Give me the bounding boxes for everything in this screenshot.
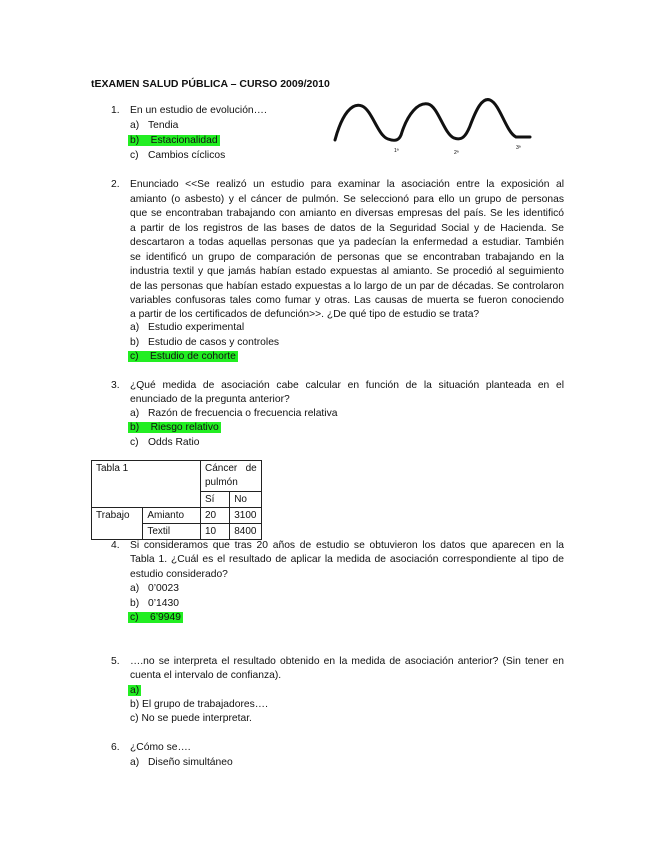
option-highlighted <box>128 612 183 623</box>
option-highlighted <box>128 351 238 362</box>
option-letter: c) <box>130 351 139 362</box>
table-caption: Tabla 1 <box>92 461 201 508</box>
option-text: Cambios cíclicos <box>148 150 226 161</box>
question-line: amianto (o asbesto) y el cáncer de pulmón. Se seleccionó para ello un grupo de personas <box>130 194 564 205</box>
question-line: ¿Qué medida de asociación cabe calcular en función de la situación planteada en el <box>130 380 564 391</box>
option-letter: a) <box>130 408 140 419</box>
option-text: Tendia <box>148 120 179 131</box>
cycle-label-1: 1ª <box>394 148 399 154</box>
question-line: cuenta el intervalo de confianza). <box>130 670 282 681</box>
wave-line <box>335 100 530 141</box>
option-text: Diseño simultáneo <box>148 757 233 768</box>
question-line: industria textil y que jamás habían estado expuestas al amianto. Se procedió al seguimiento <box>130 266 564 277</box>
table-cell: 3100 <box>230 508 262 524</box>
option-letter: b) <box>130 422 140 433</box>
option-text: Estudio experimental <box>148 322 245 333</box>
table-row-label: Amianto <box>143 508 201 524</box>
option-letter: b) <box>130 135 140 146</box>
data-table <box>91 460 262 540</box>
table-col-header: No <box>230 492 262 508</box>
table-row-group: Trabajo <box>92 508 143 540</box>
question-line: ….no se interpreta el resultado obtenido en la medida de asociación anterior? (Sin tener en <box>130 656 564 667</box>
question-line: Tabla 1. ¿Cuál es el resultado de aplicar la medida de asociación correspondiente al tipo de <box>130 554 564 565</box>
table-cell: 20 <box>201 508 230 524</box>
question-line: enunciado de la pregunta anterior? <box>130 394 290 405</box>
option-text: c) No se puede interpretar. <box>130 713 252 724</box>
table-col-header: Sí <box>201 492 230 508</box>
cyclic-wave-chart <box>330 92 540 162</box>
option-highlighted: a) <box>130 685 140 696</box>
option-text: Razón de frecuencia o frecuencia relativa <box>148 408 338 419</box>
option-letter: a) <box>130 757 140 768</box>
option-highlighted <box>128 135 220 146</box>
question-line: variables confusoras tales como fumar y otras. Las causas de muerta se fueron conociendo <box>130 295 564 306</box>
option-letter: c) <box>130 150 139 161</box>
table-row-label: Textil <box>143 524 201 540</box>
table-cell: 10 <box>201 524 230 540</box>
option-text: 6’9949 <box>150 612 181 623</box>
option-text: b) El grupo de trabajadores…. <box>130 699 268 710</box>
table-row <box>92 508 262 524</box>
question-line: descartaron a todas aquellas personas que ya padecían la enfermedad a estudiar. También <box>130 237 564 248</box>
question-text: ¿Cómo se…. <box>130 742 191 753</box>
question-number: 1. <box>111 105 120 116</box>
question-text: En un estudio de evolución…. <box>130 105 267 116</box>
option-letter: b) <box>130 598 140 609</box>
cycle-label-3: 3ª <box>516 145 521 151</box>
option-highlighted <box>128 422 221 433</box>
option-letter: c) <box>130 612 139 623</box>
question-line: estudio considerado? <box>130 569 228 580</box>
question-number: 5. <box>111 656 120 667</box>
header-line: Cáncer de <box>205 463 257 474</box>
option-text: Estudio de casos y controles <box>148 337 280 348</box>
question-line: Si consideramos que tras 20 años de estudio se obtuvieron los datos que aparecen en la <box>130 540 564 551</box>
option-text: Odds Ratio <box>148 437 200 448</box>
option-letter: c) <box>130 437 139 448</box>
option-text: Estudio de cohorte <box>150 351 236 362</box>
option-text: 0’1430 <box>148 598 179 609</box>
table-cell: 8400 <box>230 524 262 540</box>
table-row <box>92 461 262 492</box>
question-line: que se encontraban trabajando con amianto en diversas empresas del país. Se les identificó <box>130 208 564 219</box>
option-letter: a) <box>130 322 140 333</box>
question-line: a partir de los registros de las bases de datos de la Seguridad Social y de Hacienda. Se <box>130 223 564 234</box>
exam-title: tEXAMEN SALUD PÚBLICA – CURSO 2009/2010 <box>91 78 330 90</box>
option-letter: a) <box>130 583 140 594</box>
question-number: 3. <box>111 380 120 391</box>
question-number: 4. <box>111 540 120 551</box>
header-line: pulmón <box>205 477 238 488</box>
option-text: 0’0023 <box>148 583 179 594</box>
cycle-label-2: 2ª <box>454 150 459 156</box>
option-letter: a) <box>130 120 140 131</box>
option-text: Estacionalidad <box>150 135 218 146</box>
question-line: de las personas que habían estado expuestas a lo largo de un par de décadas. Se controlaron <box>130 281 564 292</box>
option-letter: b) <box>130 337 140 348</box>
question-line: a partir de los certificados de defunción>>. ¿De qué tipo de estudio se trata? <box>130 309 480 320</box>
question-number: 6. <box>111 742 120 753</box>
table-header <box>201 461 262 492</box>
question-line: se identificó un grupo de comparación de personas que se encontraban trabajando en la <box>130 252 564 263</box>
option-text: Riesgo relativo <box>150 422 219 433</box>
question-line: Enunciado <<Se realizó un estudio para examinar la asociación entre la exposición al <box>130 179 564 190</box>
question-number: 2. <box>111 179 120 190</box>
